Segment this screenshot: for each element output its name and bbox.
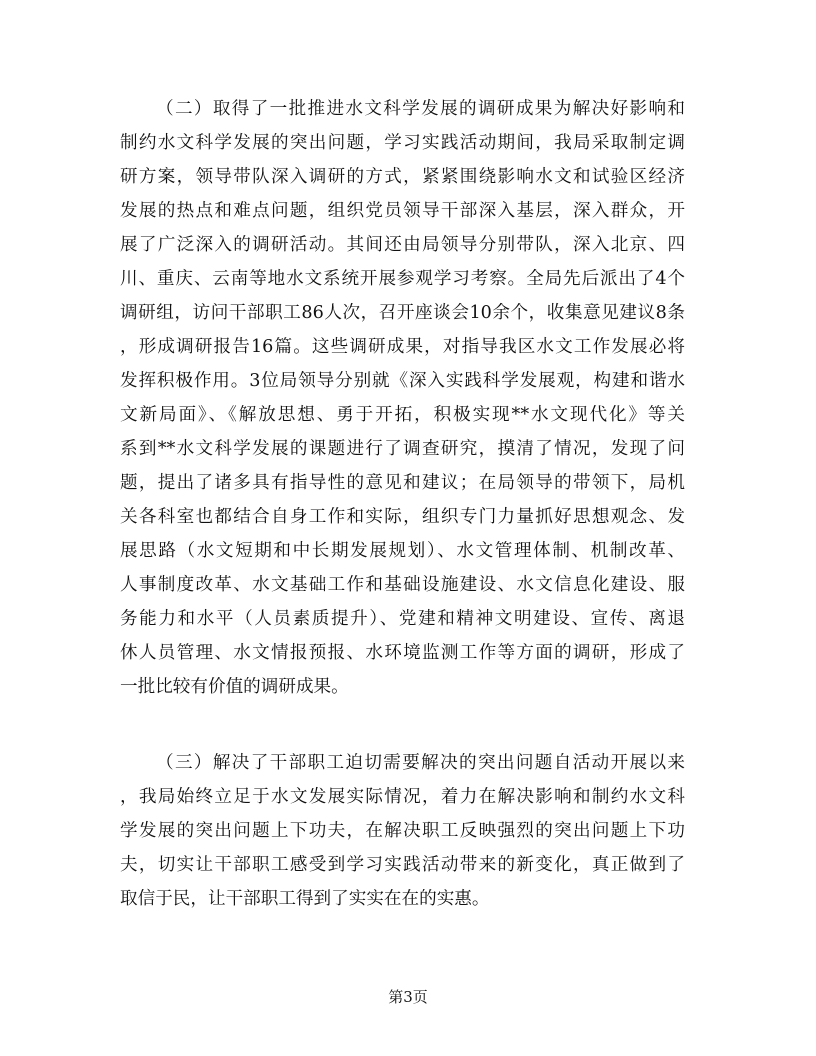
paragraph-line: 人事制度改革、水文基础工作和基础设施建设、水文信息化建设、服	[120, 575, 685, 595]
paragraph-line: 取信于民，让干部职工得到了实实在在的实惠。	[120, 889, 490, 909]
paragraph-line: 制约水文科学发展的突出问题，学习实践活动期间，我局采取制定调	[120, 133, 685, 153]
paragraph-line: 一批比较有价值的调研成果。	[120, 677, 349, 697]
paragraph-line: 调研组，访问干部职工86人次，召开座谈会10余个，收集意见建议8条	[120, 303, 685, 323]
paragraph-line: 休人员管理、水文情报预报、水环境监测工作等方面的调研，形成了	[120, 643, 685, 663]
paragraph-line: 务能力和水平（人员素质提升）、党建和精神文明建设、宣传、离退	[120, 609, 685, 629]
paragraph-line: 川、重庆、云南等地水文系统开展参观学习考察。全局先后派出了4个	[120, 269, 685, 289]
paragraph-line: （二）取得了一批推进水文科学发展的调研成果为解决好影响和	[156, 99, 685, 119]
paragraph-line: 学发展的突出问题上下功夫，在解决职工反映强烈的突出问题上下功	[120, 821, 685, 841]
paragraph-line: 展了广泛深入的调研活动。其间还由局领导分别带队，深入北京、四	[120, 235, 685, 255]
paragraph-line: 系到**水文科学发展的课题进行了调查研究，摸清了情况，发现了问	[120, 439, 685, 459]
paragraph-line: （三）解决了干部职工迫切需要解决的突出问题自活动开展以来	[156, 753, 685, 773]
paragraph-research-results	[120, 92, 685, 704]
paragraph-line: 展思路（水文短期和中长期发展规划）、水文管理体制、机制改革、	[120, 541, 685, 561]
paragraph-line: 题，提出了诸多具有指导性的意见和建议；在局领导的带领下，局机	[120, 473, 685, 493]
paragraph-line: 关各科室也都结合自身工作和实际，组织专门力量抓好思想观念、发	[120, 507, 685, 527]
paragraph-line: ，形成调研报告16篇。这些调研成果，对指导我区水文工作发展必将	[120, 337, 685, 357]
paragraph-line: 发挥积极作用。3位局领导分别就《深入实践科学发展观，构建和谐水	[120, 371, 685, 391]
page-number: 第3页	[388, 988, 428, 1006]
paragraph-line: 文新局面》、《解放思想、勇于开拓，积极实现**水文现代化》等关	[120, 405, 685, 425]
paragraph-problems-solved	[120, 746, 685, 916]
paragraph-line: ，我局始终立足于水文发展实际情况，着力在解决影响和制约水文科	[120, 787, 685, 807]
paragraph-line: 夫，切实让干部职工感受到学习实践活动带来的新变化，真正做到了	[120, 855, 685, 875]
paragraph-line: 研方案，领导带队深入调研的方式，紧紧围绕影响水文和试验区经济	[120, 167, 685, 187]
paragraph-line: 发展的热点和难点问题，组织党员领导干部深入基层，深入群众，开	[120, 201, 685, 221]
